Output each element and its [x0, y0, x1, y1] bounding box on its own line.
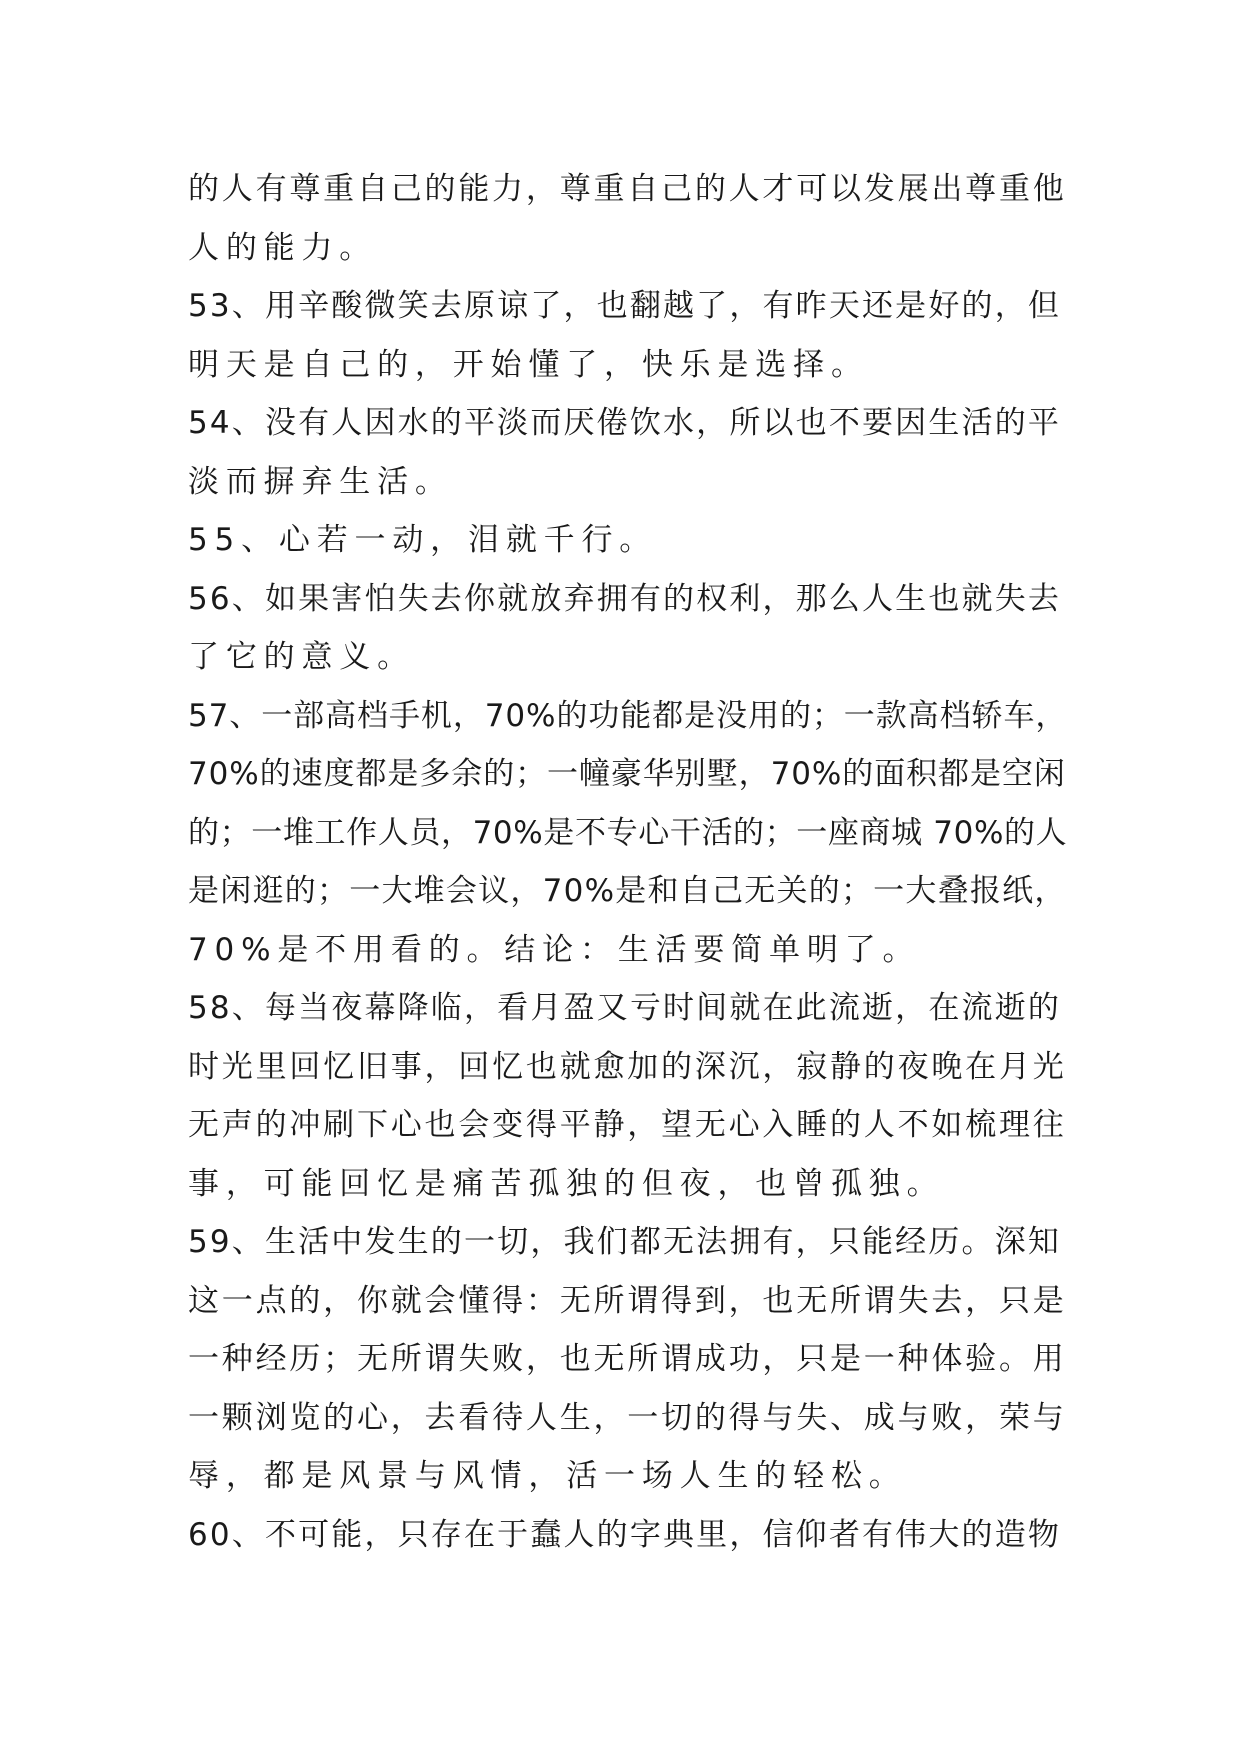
text-line: 这一点的，你就会懂得：无所谓得到，也无所谓失去，只是	[188, 1282, 1067, 1319]
text-line: 辱，都是风景与风情，活一场人生的轻松。	[188, 1458, 907, 1494]
text-line: 58、每当夜幕降临，看月盈又亏时间就在此流逝，在流逝的	[188, 990, 1062, 1026]
text-line: 56、如果害怕失去你就放弃拥有的权利，那么人生也就失去	[188, 580, 1062, 617]
text-line: 是闲逛的；一大堆会议，70%是和自己无关的；一大叠报纸，	[188, 873, 1067, 909]
text-line: 人的能力。	[188, 229, 378, 266]
document-body	[188, 160, 1068, 1564]
text-line: 一颗浏览的心，去看待人生，一切的得与失、成与败，荣与	[188, 1399, 1067, 1436]
text-line: 60、不可能，只存在于蠢人的字典里，信仰者有伟大的造物	[188, 1516, 1062, 1553]
text-line: 54、没有人因水的平淡而厌倦饮水，所以也不要因生活的平	[188, 405, 1062, 441]
text-line: 的；一堆工作人员，70%是不专心干活的；一座商城 70%的人	[188, 814, 1068, 851]
text-line: 57、一部高档手机，70%的功能都是没用的；一款高档轿车，	[188, 697, 1068, 734]
text-line: 一种经历；无所谓失败，也无所谓成功，只是一种体验。用	[188, 1341, 1067, 1377]
text-line: 55、心若一动，泪就千行。	[188, 522, 658, 558]
text-line: 淡而摒弃生活。	[188, 463, 453, 500]
text-line: 59、生活中发生的一切，我们都无法拥有，只能经历。深知	[188, 1224, 1062, 1260]
text-line: 无声的冲刷下心也会变得平静，望无心入睡的人不如梳理往	[188, 1107, 1067, 1143]
text-line: 的人有尊重自己的能力，尊重自己的人才可以发展出尊重他	[188, 171, 1067, 207]
text-line: 70%的速度都是多余的；一幢豪华别墅，70%的面积都是空闲	[188, 756, 1066, 792]
text-line: 明天是自己的，开始懂了，快乐是选择。	[188, 346, 869, 383]
text-line: 70%是不用看的。结论：生活要简单明了。	[188, 931, 921, 968]
text-line: 了它的意义。	[188, 639, 415, 675]
text-line: 53、用辛酸微笑去原谅了，也翻越了，有昨天还是好的，但	[188, 288, 1062, 324]
text-line: 时光里回忆旧事，回忆也就愈加的深沉，寂静的夜晚在月光	[188, 1048, 1067, 1085]
text-line: 事，可能回忆是痛苦孤独的但夜，也曾孤独。	[188, 1165, 945, 1202]
